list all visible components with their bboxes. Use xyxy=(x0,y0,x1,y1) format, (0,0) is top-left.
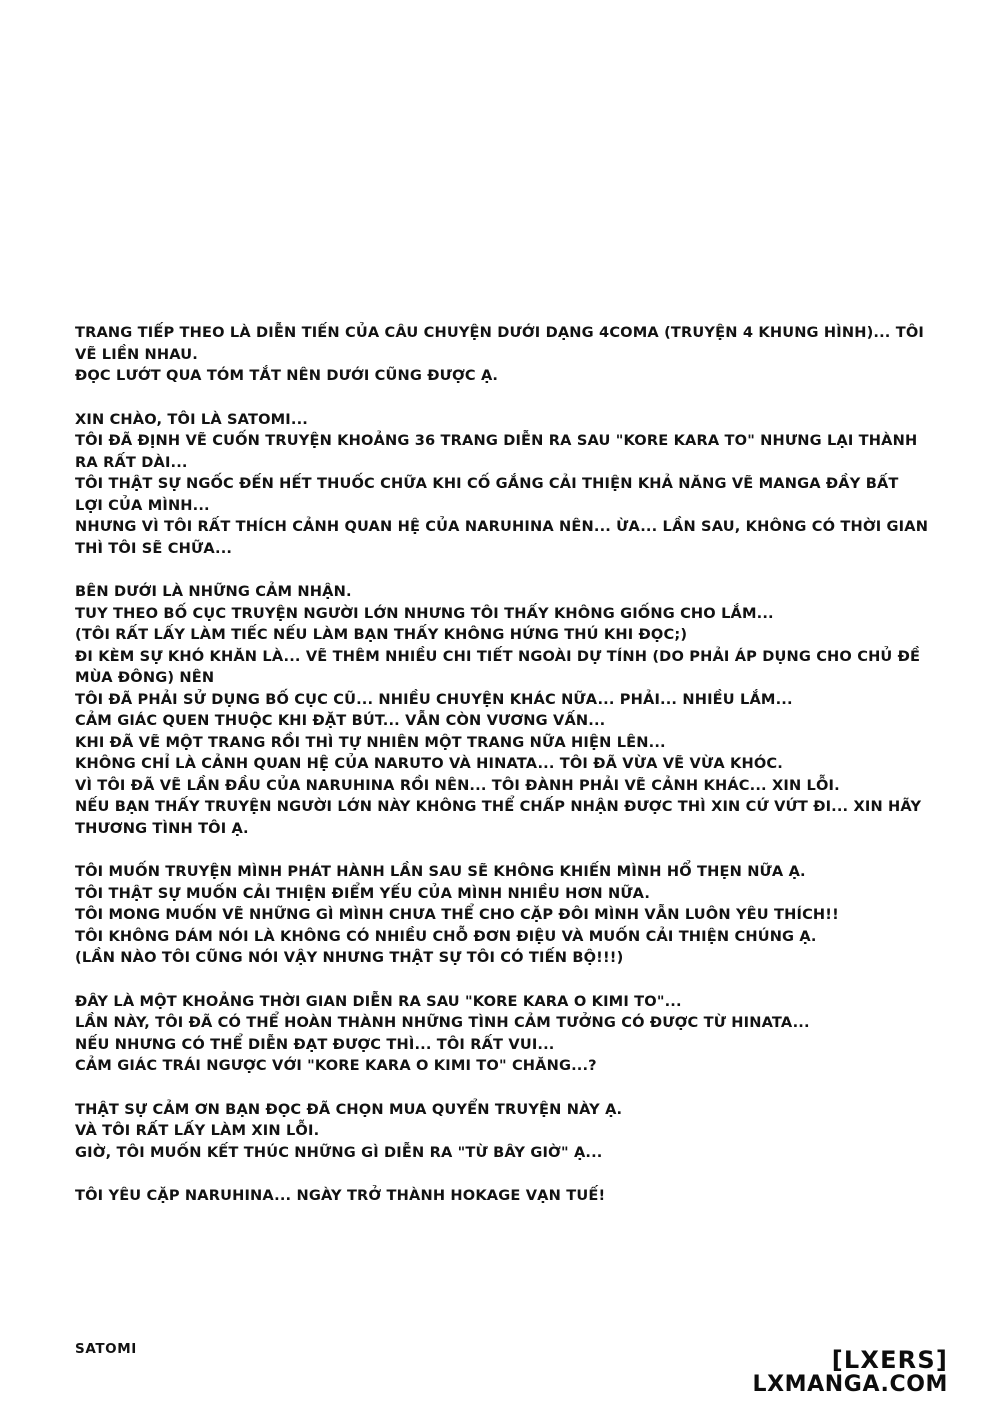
afterword-line: CẢM GIÁC TRÁI NGƯỢC VỚI "KORE KARA O KIMI TO" CHĂNG...? xyxy=(75,1057,597,1074)
afterword-line: TRANG TIẾP THEO LÀ DIỄN TIẾN CỦA CÂU CHUYỆN DƯỚI DẠNG 4COMA (TRUYỆN 4 KHUNG HÌNH)... TÔI VẼ LIỀN NHAU. xyxy=(75,324,930,363)
afterword-paragraph xyxy=(75,409,934,560)
afterword-line: TÔI KHÔNG DÁM NÓI LÀ KHÔNG CÓ NHIỀU CHỖ ĐƠN ĐIỆU VÀ MUỐN CẢI THIỆN CHÚNG Ạ. xyxy=(75,927,817,945)
afterword-line: TÔI MUỐN TRUYỆN MÌNH PHÁT HÀNH LẦN SAU SẼ KHÔNG KHIẾN MÌNH HỔ THẸN NỮA Ạ. xyxy=(75,863,806,880)
afterword-line: NHƯNG VÌ TÔI RẤT THÍCH CẢNH QUAN HỆ CỦA NARUHINA NÊN... ỪA... LẦN SAU, KHÔNG CÓ THỜI GIAN THÌ TÔI SẼ CHỮA... xyxy=(75,518,934,557)
site-watermark xyxy=(752,1348,948,1397)
afterword-line: NẾU BẠN THẤY TRUYỆN NGƯỜI LỚN NÀY KHÔNG THỂ CHẤP NHẬN ĐƯỢC THÌ XIN CỨ VỨT ĐI... XIN HÃY THƯƠNG TÌNH TÔI Ạ. xyxy=(75,798,927,837)
afterword-line: GIỜ, TÔI MUỐN KẾT THÚC NHỮNG GÌ DIỄN RA "TỪ BÂY GIỜ" Ạ... xyxy=(75,1143,603,1161)
afterword-paragraph xyxy=(75,1099,930,1164)
afterword-line: TÔI THẬT SỰ MUỐN CẢI THIỆN ĐIỂM YẾU CỦA MÌNH NHIỀU HƠN NỮA. xyxy=(75,884,651,902)
afterword-line: KHÔNG CHỈ LÀ CẢNH QUAN HỆ CỦA NARUTO VÀ HINATA... TÔI ĐÃ VỪA VẼ VỪA KHÓC. xyxy=(75,755,783,772)
watermark-group-tag: [LXERS] xyxy=(831,1346,948,1374)
watermark-site-url: LXMANGA.COM xyxy=(752,1372,948,1398)
afterword-line: NẾU NHƯNG CÓ THỂ DIỄN ĐẠT ĐƯỢC THÌ... TÔI RẤT VUI... xyxy=(75,1035,555,1053)
afterword-line: LẦN NÀY, TÔI ĐÃ CÓ THỂ HOÀN THÀNH NHỮNG TÌNH CẢM TƯỞNG CÓ ĐƯỢC TỪ HINATA... xyxy=(75,1014,810,1031)
afterword-line: (TÔI RẤT LẤY LÀM TIẾC NẾU LÀM BẠN THẤY KHÔNG HỨNG THÚ KHI ĐỌC;) xyxy=(75,626,688,643)
afterword-line: (LẦN NÀO TÔI CŨNG NÓI VẬY NHƯNG THẬT SỰ TÔI CÓ TIẾN BỘ!!!) xyxy=(75,949,624,966)
afterword-line: TÔI ĐÃ PHẢI SỬ DỤNG BỐ CỤC CŨ... NHIỀU CHUYỆN KHÁC NỮA... PHẢI... NHIỀU LẮM... xyxy=(75,690,793,708)
afterword-line: ĐÂY LÀ MỘT KHOẢNG THỜI GIAN DIỄN RA SAU "KORE KARA O KIMI TO"... xyxy=(75,992,682,1010)
afterword-line: KHI ĐÃ VẼ MỘT TRANG RỒI THÌ TỰ NHIÊN MỘT TRANG NỮA HIỆN LÊN... xyxy=(75,733,666,751)
afterword-text-block xyxy=(75,322,934,1207)
afterword-paragraph xyxy=(75,991,930,1077)
afterword-line: TÔI MONG MUỐN VẼ NHỮNG GÌ MÌNH CHƯA THỂ CHO CẶP ĐÔI MÌNH VẪN LUÔN YÊU THÍCH!! xyxy=(75,906,839,923)
afterword-paragraph xyxy=(75,322,930,387)
afterword-paragraph xyxy=(75,1185,930,1207)
afterword-line: VÌ TÔI ĐÃ VẼ LẦN ĐẦU CỦA NARUHINA RỒI NÊN... TÔI ĐÀNH PHẢI VẼ CẢNH KHÁC... XIN LỖI. xyxy=(75,776,840,794)
afterword-line: ĐỌC LƯỚT QUA TÓM TẮT NÊN DƯỚI CŨNG ĐƯỢC Ạ. xyxy=(75,367,499,384)
afterword-line: TÔI ĐÃ ĐỊNH VẼ CUỐN TRUYỆN KHOẢNG 36 TRANG DIỄN RA SAU "KORE KARA TO" NHƯNG LẠI THÀNH RA RẤT DÀI... xyxy=(75,432,923,471)
afterword-line: XIN CHÀO, TÔI LÀ SATOMI... xyxy=(75,410,308,428)
afterword-line: TUY THEO BỐ CỤC TRUYỆN NGƯỜI LỚN NHƯNG TÔI THẤY KHÔNG GIỐNG CHO LẮM... xyxy=(75,604,774,622)
afterword-line: ĐI KÈM SỰ KHÓ KHĂN LÀ... VẼ THÊM NHIỀU CHI TIẾT NGOÀI DỰ TÍNH (DO PHẢI ÁP DỤNG CHO CHỦ ĐỀ MÙA ĐÔNG) NÊN xyxy=(75,647,926,686)
author-signature: SATOMI xyxy=(75,1341,137,1357)
afterword-paragraph xyxy=(75,581,930,839)
afterword-paragraph xyxy=(75,861,930,969)
afterword-line: THẬT SỰ CẢM ƠN BẠN ĐỌC ĐÃ CHỌN MUA QUYỂN TRUYỆN NÀY Ạ. xyxy=(75,1100,623,1118)
afterword-line: VÀ TÔI RẤT LẤY LÀM XIN LỖI. xyxy=(75,1122,320,1139)
afterword-line: CẢM GIÁC QUEN THUỘC KHI ĐẶT BÚT... VẪN CÒN VƯƠNG VẤN... xyxy=(75,712,606,729)
afterword-line: TÔI YÊU CẶP NARUHINA... NGÀY TRỞ THÀNH HOKAGE VẠN TUẾ! xyxy=(75,1187,606,1204)
afterword-line: BÊN DƯỚI LÀ NHỮNG CẢM NHẬN. xyxy=(75,583,352,600)
afterword-line: TÔI THẬT SỰ NGỐC ĐẾN HẾT THUỐC CHỮA KHI CỐ GẮNG CẢI THIỆN KHẢ NĂNG VẼ MANGA ĐẦY BẤT LỢI CỦA MÌNH... xyxy=(75,475,904,514)
